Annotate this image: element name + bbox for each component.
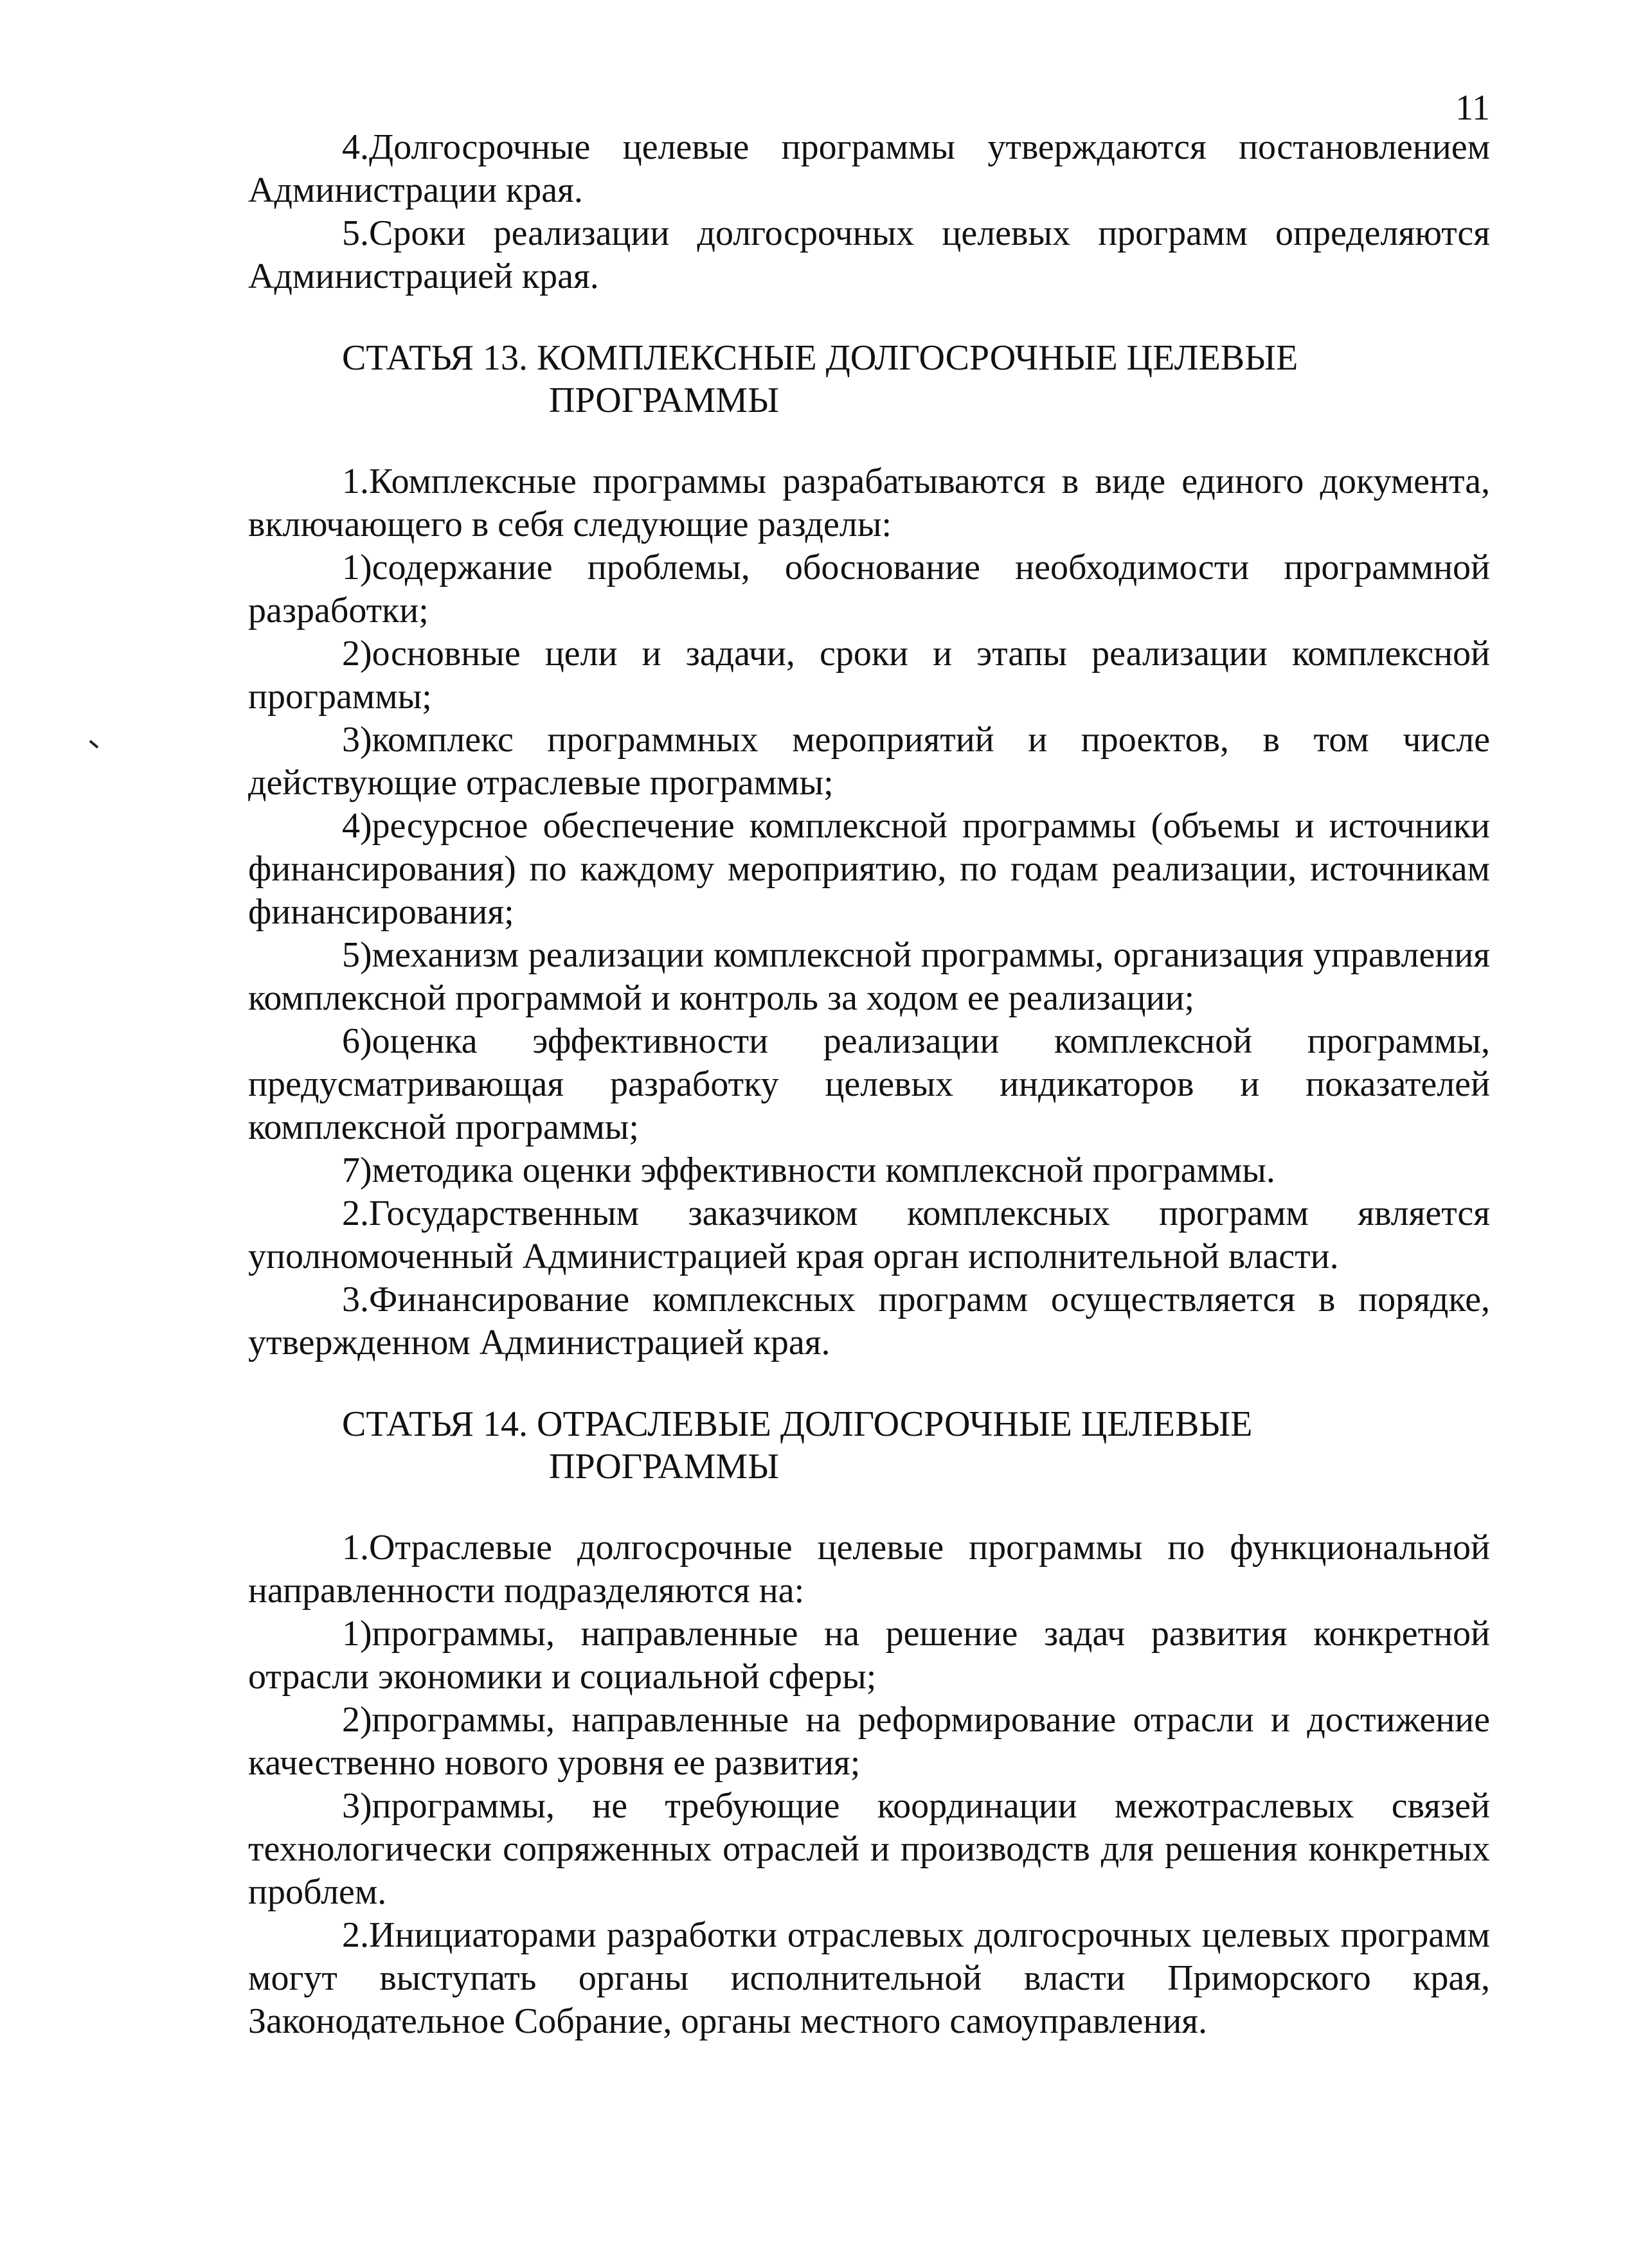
article-14-heading-line1: СТАТЬЯ 14. ОТРАСЛЕВЫЕ ДОЛГОСРОЧНЫЕ ЦЕЛЕВЫЕ (342, 1404, 1253, 1444)
article-13-paragraph: 3.Финансирование комплексных программ осуществляется в порядке, утвержденном Администрацией края. (248, 1280, 1490, 1362)
page-number: 11 (1455, 88, 1490, 128)
article-14-heading-line2: ПРОГРАММЫ (549, 1447, 779, 1487)
article-13-paragraph: 5)механизм реализации комплексной программы, организация управления комплексной программой и контроль за ходом ее реализации; (248, 935, 1490, 1018)
article-13-heading-line1: СТАТЬЯ 13. КОМПЛЕКСНЫЕ ДОЛГОСРОЧНЫЕ ЦЕЛЕВЫЕ (342, 338, 1298, 378)
article-13-paragraph: 1)содержание проблемы, обоснование необходимости программной разработки; (248, 548, 1490, 630)
article-14-paragraph: 1.Отраслевые долгосрочные целевые программы по функциональной направленности подразделяются на: (248, 1528, 1490, 1611)
article-14-paragraph: 3)программы, не требующие координации межотраслевых связей технологически сопряженных отраслей и производств для решения конкретных проблем. (248, 1786, 1490, 1912)
paragraph-top-5: 5.Сроки реализации долгосрочных целевых программ определяются Администрацией края. (248, 213, 1490, 296)
article-13-heading (248, 337, 1490, 422)
paragraph-top-4: 4.Долгосрочные целевые программы утверждаются постановлением Администрации края. (248, 127, 1490, 210)
article-13-paragraph: 2.Государственным заказчиком комплексных программ является уполномоченный Администрацией края орган исполнительной власти. (248, 1193, 1490, 1276)
article-14-paragraph: 2.Инициаторами разработки отраслевых долгосрочных целевых программ могут выступать органы исполнительной власти Приморского края, Законодательное Собрание, органы местного самоуправления. (248, 1915, 1490, 2041)
article-13-paragraph: 3)комплекс программных мероприятий и проектов, в том числе действующие отраслевые программы; (248, 720, 1490, 803)
article-13-heading-line2: ПРОГРАММЫ (549, 380, 779, 420)
article-14-paragraph: 2)программы, направленные на реформирование отрасли и достижение качественно нового уровня ее развития; (248, 1700, 1490, 1783)
article-14-paragraph: 1)программы, направленные на решение задач развития конкретной отрасли экономики и социальной сферы; (248, 1614, 1490, 1697)
article-13-paragraph: 6)оценка эффективности реализации комплексной программы, предусматривающая разработку целевых индикаторов и показателей комплексной программы; (248, 1021, 1490, 1147)
article-13-paragraph: 2)основные цели и задачи, сроки и этапы реализации комплексной программы; (248, 634, 1490, 717)
document-body (248, 126, 1490, 2043)
article-14-heading (248, 1403, 1490, 1488)
article-13-paragraph: 4)ресурсное обеспечение комплексной программы (объемы и источники финансирования) по каждому мероприятию, по годам реализации, источникам финансирования; (248, 806, 1490, 932)
scan-artifact-mark (89, 740, 99, 748)
article-13-paragraph: 7)методика оценки эффективности комплексной программы. (342, 1150, 1275, 1190)
article-13-paragraph: 1.Комплексные программы разрабатываются в виде единого документа, включающего в себя следующие разделы: (248, 461, 1490, 544)
